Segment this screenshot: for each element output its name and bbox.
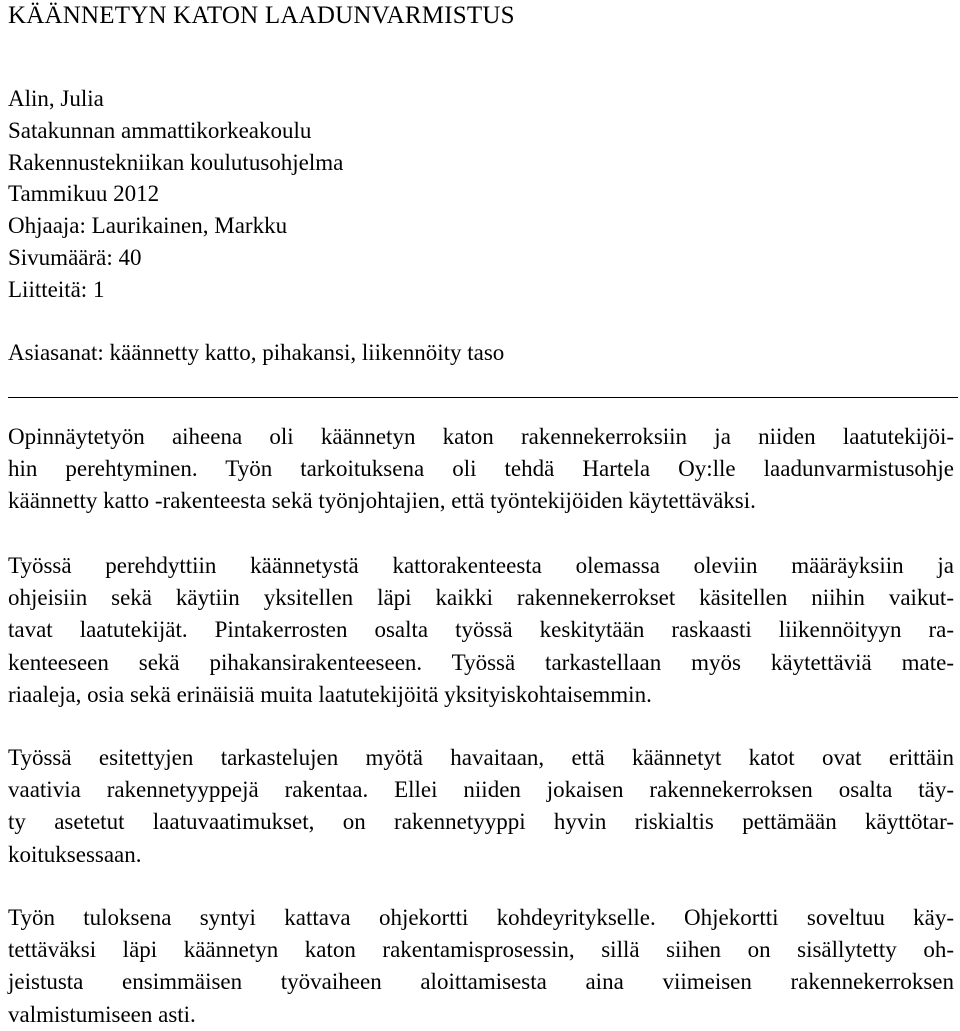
abstract-line: tettäväksi läpi käännetyn katon rakentamisprosessin, sillä siihen on sisällytetty oh- [8, 937, 954, 963]
abstract-paragraph-3 [8, 742, 954, 871]
abstract-line: riaaleja, osia sekä erinäisiä muita laatutekijöitä yksityiskohtaisemmin. [8, 681, 652, 707]
keywords: Asiasanat: käännetty katto, pihakansi, liikennöity taso [8, 340, 505, 365]
abstract-line: kenteeseen sekä pihakansirakenteeseen. Työssä tarkastellaan myös käytettäviä mate- [8, 649, 954, 675]
institution: Satakunnan ammattikorkeakoulu [8, 117, 312, 143]
degree-program: Rakennustekniikan koulutusohjelma [8, 149, 344, 175]
supervisor: Ohjaaja: Laurikainen, Markku [8, 213, 288, 239]
abstract-line: jeistusta ensimmäisen työvaiheen aloittamisesta aina viimeisen rakennekerroksen [8, 969, 954, 995]
abstract-line: vaativia rakennetyyppejä rakentaa. Ellei niiden jokaisen rakennekerroksen osalta täy- [8, 777, 954, 803]
abstract-line: Työssä perehdyttiin käännetystä kattorakenteesta olemassa oleviin määräyksiin ja [8, 553, 954, 578]
abstract-line: ohjeisiin sekä käytiin yksitellen läpi kaikki rakennekerrokset käsitellen niihin vaikut- [8, 585, 954, 611]
abstract-line: koituksessaan. [8, 841, 142, 867]
abstract-line: Opinnäytetyön aiheena oli käännetyn katon rakennekerroksiin ja niiden laatutekijöi- [8, 424, 954, 449]
abstract-line: käännetty katto -rakenteesta sekä työnjohtajien, että työntekijöiden käytettäväksi. [8, 488, 756, 514]
abstract-line: tavat laatutekijät. Pintakerrosten osalta työssä keskitytään raskaasti liikennöityyn ra- [8, 617, 954, 643]
abstract-line: valmistumiseen asti. [8, 1001, 196, 1027]
abstract-line: Työssä esitettyjen tarkastelujen myötä havaitaan, että käännetyt katot ovat erittäin [8, 745, 954, 770]
metadata-block [8, 83, 343, 306]
publication-date: Tammikuu 2012 [8, 181, 160, 207]
abstract-paragraph-4 [8, 902, 954, 1031]
document-title: KÄÄNNETYN KATON LAADUNVARMISTUS [8, 2, 515, 29]
appendix-count: Liitteitä: 1 [8, 276, 105, 302]
page-count: Sivumäärä: 40 [8, 244, 142, 270]
author: Alin, Julia [8, 86, 104, 111]
abstract-line: ty asetetut laatuvaatimukset, on rakennetyyppi hyvin riskialtis pettämään käyttötar- [8, 809, 954, 835]
abstract-line: Työn tuloksena syntyi kattava ohjekortti kohdeyritykselle. Ohjekortti soveltuu käy- [8, 905, 954, 930]
abstract-paragraph-1 [8, 421, 954, 518]
divider-line [8, 397, 958, 398]
abstract-line: hin perehtyminen. Työn tarkoituksena oli tehdä Hartela Oy:lle laadunvarmistusohje [8, 456, 954, 482]
abstract-paragraph-2 [8, 550, 954, 711]
